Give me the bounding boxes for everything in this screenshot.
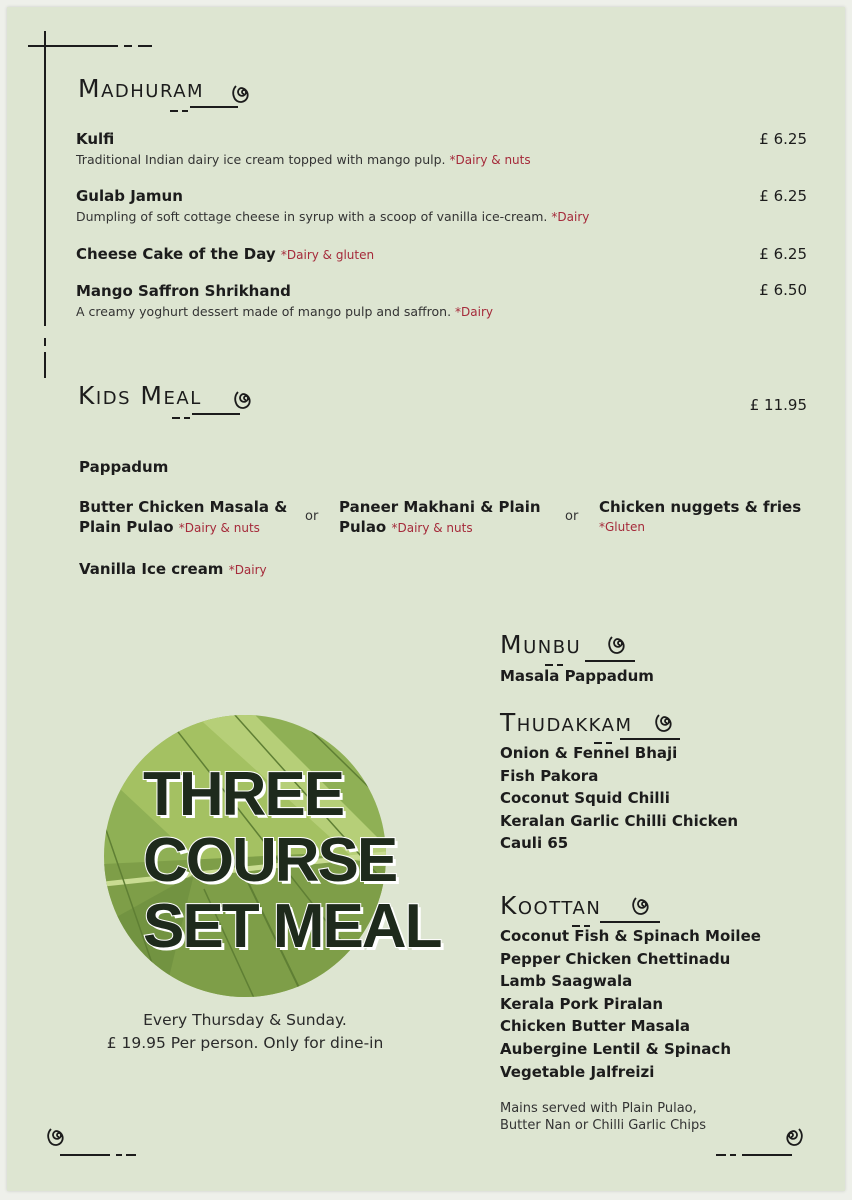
item-price: £ 6.25 (759, 130, 807, 148)
swirl-ornament-icon (775, 1120, 807, 1152)
swirl-ornament-icon (228, 77, 260, 109)
swirl-ornament-icon (230, 383, 262, 415)
kids-meal-heading: Kids Meal (78, 381, 202, 410)
allergen-note: *Dairy & nuts (178, 521, 260, 535)
course-item: Vegetable Jalfreizi (500, 1062, 655, 1081)
heading-underline (170, 110, 178, 112)
mains-note-line: Butter Nan or Chilli Garlic Chips (500, 1118, 707, 1133)
kids-option (339, 497, 541, 538)
munbu-list (500, 665, 654, 688)
course-item: Aubergine Lentil & Spinach (500, 1039, 731, 1058)
course-item: Coconut Fish & Spinach Moilee (500, 927, 761, 945)
thudakkam-heading: Thudakkam (500, 708, 633, 737)
item-description: Traditional Indian dairy ice cream topped with mango pulp. (76, 152, 446, 167)
set-meal-info (95, 1009, 395, 1055)
item-description: Dumpling of soft cottage cheese in syrup with a scoop of vanilla ice-cream. (76, 209, 548, 224)
allergen-note: *Dairy (455, 305, 493, 319)
heading-underline (184, 417, 190, 419)
set-meal-title-line: COURSE (143, 826, 397, 895)
corner-rule-horizontal (60, 1154, 110, 1156)
koottan-heading: Koottan (500, 891, 602, 920)
course-item: Onion & Fennel Bhaji (500, 744, 678, 762)
swirl-ornament-icon (628, 889, 660, 921)
course-item: Coconut Squid Chilli (500, 789, 670, 808)
corner-rule-dash (716, 1154, 726, 1156)
heading-underline (620, 738, 680, 740)
set-meal-title-line: SET MEAL (143, 892, 441, 961)
corner-rule-dash (116, 1154, 122, 1156)
menu-item (76, 282, 493, 319)
corner-rule-horizontal (28, 45, 118, 47)
course-item: Lamb Saagwala (500, 972, 633, 991)
heading-underline (600, 921, 660, 923)
kids-option (599, 497, 801, 537)
corner-rule-dash (126, 1154, 136, 1156)
mains-note-line: Mains served with Plain Pulao, (500, 1101, 697, 1116)
course-item: Chicken Butter Masala (500, 1017, 690, 1036)
item-name: Kulfi (76, 130, 115, 148)
kids-option-name: Butter Chicken Masala & (79, 498, 288, 516)
allergen-note: *Dairy & gluten (280, 248, 375, 262)
or-separator: or (305, 509, 319, 524)
heading-underline (585, 660, 635, 662)
item-name: Mango Saffron Shrikhand (76, 282, 291, 300)
item-description: A creamy yoghurt dessert made of mango pulp and saffron. (76, 304, 452, 319)
kids-dessert-name: Vanilla Ice cream (79, 560, 224, 578)
kids-option-name: Plain Pulao (79, 518, 174, 536)
kids-option-name: Chicken nuggets & fries (599, 498, 802, 516)
or-separator: or (565, 509, 579, 524)
item-name: Gulab Jamun (76, 187, 183, 205)
allergen-note: *Dairy (228, 563, 267, 577)
corner-rule-dash (44, 338, 46, 346)
item-price: £ 6.25 (759, 187, 807, 205)
munbu-heading: Munbu (500, 630, 582, 659)
kids-starter: Pappadum (79, 458, 169, 476)
thudakkam-list (500, 742, 738, 855)
allergen-note: *Dairy & nuts (391, 521, 473, 535)
desserts-heading: Madhuram (78, 74, 205, 103)
corner-rule-dash (44, 352, 46, 378)
swirl-ornament-icon (604, 628, 636, 660)
koottan-list (500, 925, 761, 1083)
kids-meal-price: £ 11.95 (749, 396, 807, 414)
kids-option-name: Paneer Makhani & Plain (339, 498, 541, 516)
heading-underline (182, 110, 188, 112)
course-item: Masala Pappadum (500, 667, 654, 685)
menu-item (76, 245, 374, 263)
set-meal-price: £ 19.95 Per person. Only for dine-in (106, 1034, 384, 1052)
corner-rule-dash (138, 45, 152, 47)
mains-note (500, 1100, 706, 1134)
heading-underline (172, 417, 180, 419)
menu-item (76, 187, 589, 224)
corner-rule-dash (124, 45, 132, 47)
item-name: Cheese Cake of the Day (76, 245, 276, 263)
kids-option (79, 497, 287, 538)
course-item: Keralan Garlic Chilli Chicken (500, 811, 739, 830)
set-meal-title-line: THREE (143, 760, 344, 829)
menu-item (76, 130, 531, 167)
course-item: Pepper Chicken Chettinadu (500, 949, 731, 968)
set-meal-title (143, 762, 440, 960)
corner-rule-horizontal (742, 1154, 792, 1156)
allergen-note: *Dairy (551, 210, 590, 224)
course-item: Fish Pakora (500, 766, 599, 785)
swirl-ornament-icon (43, 1120, 75, 1152)
item-price: £ 6.50 (759, 281, 807, 299)
corner-rule-vertical (44, 31, 46, 326)
kids-dessert (79, 559, 267, 580)
allergen-note: *Gluten (599, 520, 645, 534)
corner-rule-dash (730, 1154, 736, 1156)
course-item: Cauli 65 (500, 834, 569, 853)
item-price: £ 6.25 (759, 245, 807, 263)
allergen-note: *Dairy & nuts (449, 153, 531, 167)
swirl-ornament-icon (651, 706, 683, 738)
set-meal-days: Every Thursday & Sunday. (143, 1011, 347, 1029)
course-item: Kerala Pork Piralan (500, 994, 664, 1013)
kids-option-name: Pulao (339, 518, 387, 536)
